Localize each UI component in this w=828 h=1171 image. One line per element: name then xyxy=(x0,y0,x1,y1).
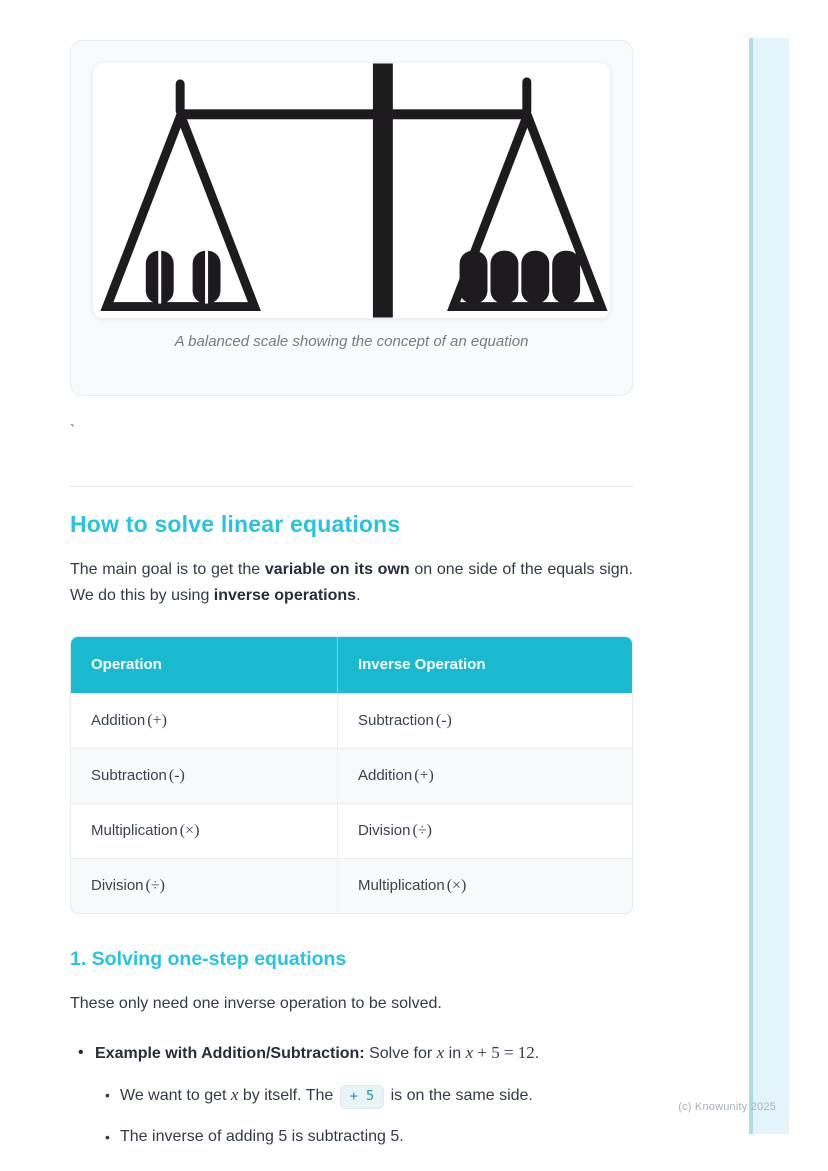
figure-image-frame xyxy=(93,63,610,318)
operations-table-container xyxy=(70,636,633,914)
cell-symbol: (+) xyxy=(414,767,434,784)
cell-label: Subtraction xyxy=(357,712,434,729)
intro-text: on one side of the equals sign. We do this by using xyxy=(70,561,634,604)
section-divider xyxy=(70,486,633,487)
weight xyxy=(490,251,518,304)
cell-symbol: (÷) xyxy=(412,822,432,839)
table-row xyxy=(71,694,632,749)
table-cell xyxy=(337,804,632,859)
table-cell xyxy=(71,694,337,749)
intro-bold-inverse: inverse operations xyxy=(213,587,357,604)
table-cell xyxy=(337,749,632,804)
table-header-row xyxy=(71,637,632,694)
math-variable: x xyxy=(436,1043,445,1062)
scale-beam xyxy=(179,109,530,119)
weight-slit xyxy=(158,251,161,304)
figure-card xyxy=(70,40,633,396)
scale-left-pan xyxy=(107,115,254,306)
inline-code-chip: + 5 xyxy=(340,1085,384,1109)
cell-label: Multiplication xyxy=(91,822,178,839)
scale-post xyxy=(373,63,393,317)
cell-symbol: (-) xyxy=(435,712,452,729)
cell-symbol: (+) xyxy=(147,712,167,729)
table-header-operation: Operation xyxy=(71,637,337,694)
table-cell xyxy=(337,859,632,914)
example-list xyxy=(70,1040,633,1150)
table-row xyxy=(71,749,632,804)
cell-symbol: (÷) xyxy=(145,877,165,894)
cell-symbol: (-) xyxy=(168,767,185,784)
document-content xyxy=(70,0,633,1150)
operations-table xyxy=(71,637,632,913)
table-cell xyxy=(71,859,337,914)
cell-label: Addition xyxy=(357,767,413,784)
list-item-step xyxy=(70,1082,633,1109)
page-edge-highlight-bar xyxy=(749,38,789,1134)
step-text: by itself. The xyxy=(238,1087,338,1104)
math-equation: + 5 = 12 xyxy=(473,1043,535,1062)
table-header-inverse-operation: Inverse Operation xyxy=(337,637,632,694)
balance-scale-icon xyxy=(93,63,610,318)
list-item-step xyxy=(70,1124,633,1150)
weight xyxy=(552,251,580,304)
cell-label: Division xyxy=(91,877,144,894)
subsection-lead: These only need one inverse operation to be solved. xyxy=(70,995,442,1012)
cell-symbol: (×) xyxy=(446,877,467,894)
intro-text: . xyxy=(356,587,361,604)
cell-symbol: (×) xyxy=(179,822,200,839)
table-cell xyxy=(337,694,632,749)
step-text: is on the same side. xyxy=(386,1087,533,1104)
section-title: How to solve linear equations xyxy=(70,511,401,537)
example-bold-label: Example with Addition/Subtraction: xyxy=(95,1045,365,1062)
table-row xyxy=(71,859,632,914)
table-cell xyxy=(71,804,337,859)
step-text: The inverse of adding 5 is subtracting 5. xyxy=(120,1128,404,1145)
intro-text: The main goal is to get the xyxy=(70,561,265,578)
intro-paragraph xyxy=(70,557,633,609)
subsection-title: 1. Solving one-step equations xyxy=(70,948,347,970)
cell-label: Subtraction xyxy=(91,767,167,784)
weight xyxy=(521,251,549,304)
example-text: in xyxy=(444,1045,466,1062)
cell-label: Multiplication xyxy=(357,877,445,894)
table-cell xyxy=(71,749,337,804)
figure-caption: A balanced scale showing the concept of an equation xyxy=(174,333,529,350)
table-row xyxy=(71,804,632,859)
cell-label: Division xyxy=(357,822,411,839)
stray-backtick-text: ` xyxy=(70,422,75,439)
weight-slit xyxy=(205,251,208,304)
example-text: . xyxy=(534,1045,540,1062)
math-variable: x xyxy=(230,1085,239,1104)
weight xyxy=(460,251,488,304)
list-item-example xyxy=(70,1040,633,1067)
step-text: We want to get xyxy=(120,1087,231,1104)
intro-bold-variable: variable on its own xyxy=(264,561,410,578)
copyright-notice: (c) Knowunity 2025 xyxy=(678,1101,776,1113)
example-text: Solve for xyxy=(364,1045,437,1062)
cell-label: Addition xyxy=(91,712,146,729)
math-variable: x xyxy=(465,1043,474,1062)
